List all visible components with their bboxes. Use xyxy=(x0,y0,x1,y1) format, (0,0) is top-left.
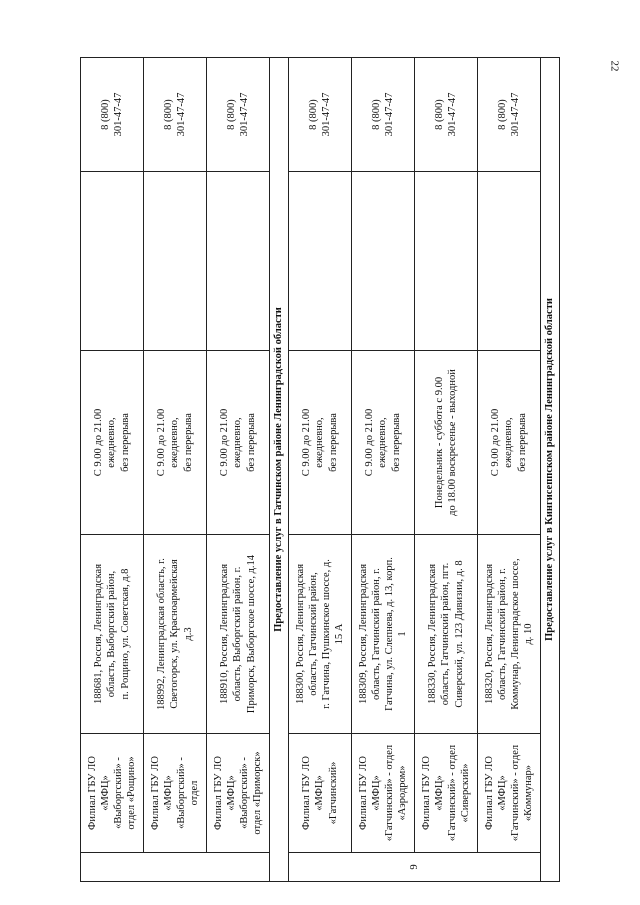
row-number xyxy=(81,853,270,882)
empty-cell xyxy=(478,172,541,351)
empty-cell xyxy=(144,172,207,351)
branch-name: Филиал ГБУ ЛО «МФЦ» «Гатчинский» xyxy=(289,734,352,853)
branch-hours: С 9.00 до 21.00 ежедневно, без перерыва xyxy=(478,351,541,535)
branch-hours: С 9.00 до 21.00 ежедневно, без перерыва xyxy=(81,351,144,535)
empty-cell xyxy=(415,172,478,351)
branch-address: 188681, Россия, Ленинградская область, Выборгский район, п. Рощино, ул. Советская, д.8 xyxy=(81,535,144,734)
table-row xyxy=(352,58,415,882)
branch-phone: 8 (800) 301-47-47 xyxy=(415,58,478,172)
branch-phone: 8 (800) 301-47-47 xyxy=(289,58,352,172)
branch-address: 188309, Россия, Ленинградская область, Гатчинский район, г. Гатчина, ул. Слепнева, д. 13, корп. 1 xyxy=(352,535,415,734)
rotated-content xyxy=(80,92,580,882)
branch-address: 188910, Россия, Ленинградская область, Выборгский район, г. Приморск, Выборгское шоссе, д.14 xyxy=(207,535,270,734)
table-row xyxy=(478,58,541,882)
section-heading: Предоставление услуг в Кингисеппском районе Ленинградской области xyxy=(541,58,560,882)
branch-name: Филиал ГБУ ЛО «МФЦ» «Выборгский» - отдел xyxy=(144,734,207,853)
table-row xyxy=(81,58,144,882)
table-row xyxy=(144,58,207,882)
page-number: 22 xyxy=(608,60,621,72)
service-table-body xyxy=(81,58,560,882)
table-row xyxy=(289,58,352,882)
row-number: 9 xyxy=(289,853,541,882)
branch-hours: С 9.00 до 21.00 ежедневно, без перерыва xyxy=(207,351,270,535)
table-row xyxy=(415,58,478,882)
empty-cell xyxy=(289,172,352,351)
branch-name: Филиал ГБУ ЛО «МФЦ» «Гатчинский» - отдел «Аэродром» xyxy=(352,734,415,853)
branch-phone: 8 (800) 301-47-47 xyxy=(207,58,270,172)
branch-hours: С 9.00 до 21.00 ежедневно, без перерыва xyxy=(352,351,415,535)
empty-cell xyxy=(207,172,270,351)
branch-phone: 8 (800) 301-47-47 xyxy=(478,58,541,172)
section-heading-row xyxy=(270,58,289,882)
section-heading: Предоставление услуг в Гатчинском районе Ленинградской области xyxy=(270,58,289,882)
branch-name: Филиал ГБУ ЛО «МФЦ» «Выборгский» - отдел «Приморск» xyxy=(207,734,270,853)
branch-address: 188300, Россия, Ленинградская область, Гатчинский район, г. Гатчина, Пушкинское шоссе, д. 15 А xyxy=(289,535,352,734)
branch-hours: С 9.00 до 21.00 ежедневно, без перерыва xyxy=(144,351,207,535)
branch-name: Филиал ГБУ ЛО «МФЦ» «Выборгский» - отдел «Рощино» xyxy=(81,734,144,853)
branch-hours: Понедельник - суббота с 9.00 до 18.00 воскресенье - выходной xyxy=(415,351,478,535)
branch-address: 188992, Ленинградская область, г. Светогорск, ул. Красноармейская д.3 xyxy=(144,535,207,734)
rotated-page xyxy=(80,92,580,882)
empty-cell xyxy=(81,172,144,351)
branch-name: Филиал ГБУ ЛО «МФЦ» «Гатчинский» - отдел «Коммунар» xyxy=(478,734,541,853)
branch-address: 188330, Россия, Ленинградская область, Гатчинский район, пгт. Сиверский, ул. 123 Дивизии, д. 8 xyxy=(415,535,478,734)
table-row xyxy=(207,58,270,882)
branch-address: 188320, Россия, Ленинградская область, Гатчинский район, г. Коммунар, Ленинградское шоссе, д. 10 xyxy=(478,535,541,734)
branch-name: Филиал ГБУ ЛО «МФЦ» «Гатчинский» - отдел «Сиверский» xyxy=(415,734,478,853)
service-table xyxy=(80,57,560,882)
branch-hours: С 9.00 до 21.00 ежедневно, без перерыва xyxy=(289,351,352,535)
branch-phone: 8 (800) 301-47-47 xyxy=(144,58,207,172)
branch-phone: 8 (800) 301-47-47 xyxy=(81,58,144,172)
branch-phone: 8 (800) 301-47-47 xyxy=(352,58,415,172)
empty-cell xyxy=(352,172,415,351)
section-heading-row xyxy=(541,58,560,882)
